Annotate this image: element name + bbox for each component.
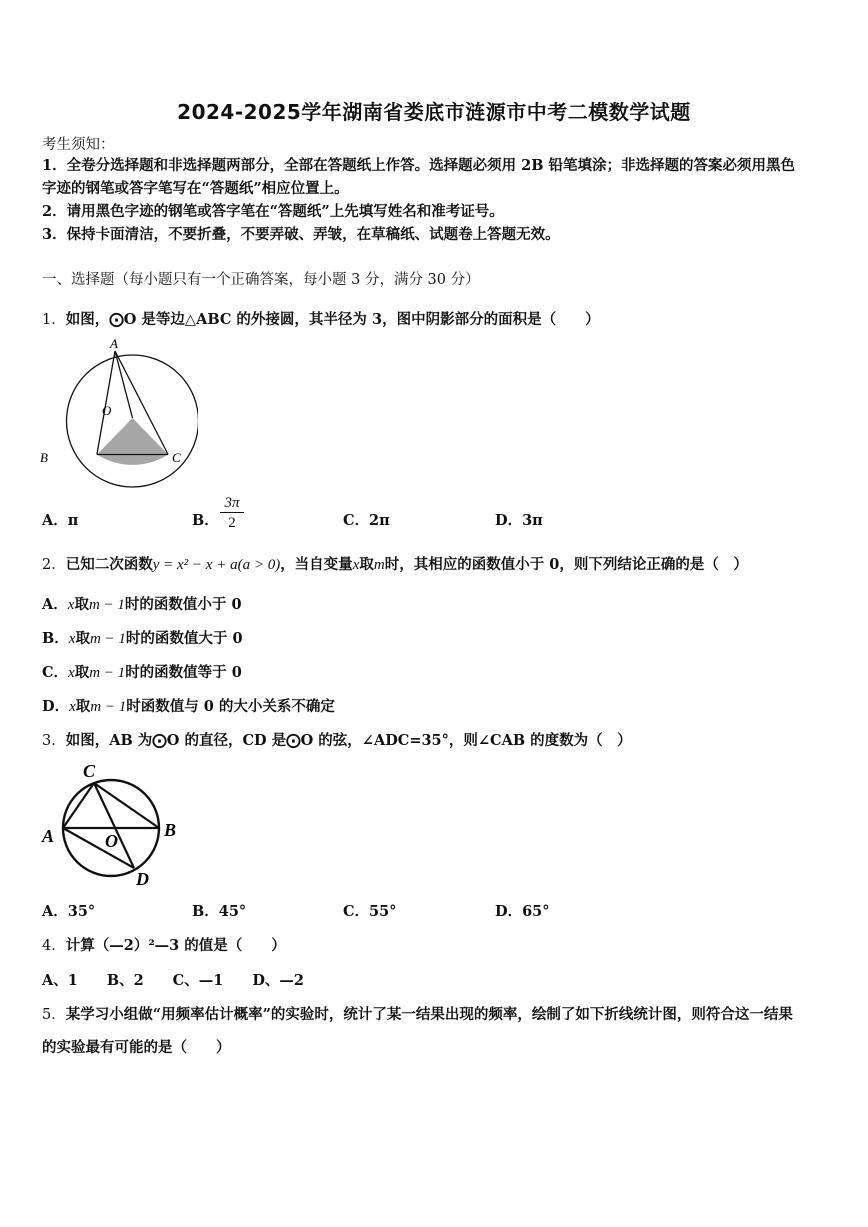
question-text: 计算（—2）²—3 的值是（ ） [65, 937, 286, 954]
q1-option-b-label: B． [192, 512, 219, 529]
notice-heading: 考生须知： [42, 137, 115, 153]
q3-option-c: C．55° [343, 903, 397, 920]
question-number: 5． [42, 1007, 66, 1023]
q1-option-a: A．π [42, 512, 79, 529]
notice-line-2: 2．请用黑色字迹的钢笔或答字笔在“答题纸”上先填写姓名和准考证号。 [42, 203, 504, 220]
q2-option-d: D．x取m − 1时函数值与 0 的大小关系不确定 [42, 698, 335, 715]
formula: y = x² − x + a(a > 0) [152, 557, 281, 573]
q2-option-a: A．x取m − 1时的函数值小于 0 [42, 596, 242, 613]
question-text: 如图，⨀O 是等边△ABC 的外接圆，其半径为 3，图中阴影部分的面积是（ ） [65, 311, 600, 328]
question-text-c: 取 [359, 556, 374, 573]
question-1 [42, 308, 600, 329]
question-4 [42, 934, 286, 955]
label-o: O [105, 831, 118, 851]
label-a: A [110, 336, 118, 351]
question-number: 2． [42, 557, 66, 573]
q3-option-d: D．65° [495, 903, 550, 920]
shaded-segment [97, 455, 168, 465]
notice-line-3: 3．保持卡面清洁，不要折叠，不要弄破、弄皱，在草稿纸、试题卷上答题无效。 [42, 226, 560, 243]
question-text: 某学习小组做“用频率估计概率”的实验时，统计了某一结果出现的频率，绘制了如下折线统计图，则符合这一结果 [65, 1006, 793, 1023]
question-5 [42, 1003, 793, 1024]
q2-option-b: B．x取m − 1时的函数值大于 0 [42, 630, 243, 647]
notice-line-1: 1．全卷分选择题和非选择题两部分，全部在答题纸上作答。选择题必须用 2B 铅笔填涂；非选择题的答案必须用黑色 [42, 157, 796, 174]
question-text: 如图，AB 为⨀O 的直径，CD 是⨀O 的弦，∠ADC=35°，则∠CAB 的度数为（ ） [65, 732, 632, 749]
q1-option-b-fraction [220, 494, 244, 533]
label-b: B [164, 820, 177, 840]
var-m: m [373, 557, 385, 573]
q3-option-b: B．45° [192, 903, 247, 920]
page-title: 2024-2025学年湖南省娄底市涟源市中考二模数学试题 [177, 100, 691, 124]
question-5-line-2: 的实验最有可能的是（ ） [42, 1039, 231, 1056]
fraction-numerator: 3π [220, 494, 244, 513]
label-a: A [42, 826, 55, 846]
q3-option-a: A．35° [42, 903, 96, 920]
question-text-d: 时，其相应的函数值小于 0，则下列结论正确的是（ ） [384, 556, 748, 573]
q2-option-c: C．x取m − 1时的函数值等于 0 [42, 664, 242, 681]
question-number: 1． [42, 312, 66, 328]
section-heading: 一、选择题（每小题只有一个正确答案，每小题 3 分，满分 30 分） [42, 272, 480, 288]
label-d: D [136, 869, 149, 889]
q1-option-d: D．3π [495, 512, 543, 529]
label-c: C [83, 761, 96, 781]
notice-line-1b: 字迹的钢笔或答字笔写在“答题纸”相应位置上。 [42, 180, 349, 197]
question-number: 3． [42, 733, 66, 749]
question-2 [42, 553, 748, 574]
q1-option-c: C．2π [343, 512, 390, 529]
q1-figure [38, 336, 198, 492]
shaded-triangle [97, 418, 168, 455]
question-number: 4． [42, 938, 66, 954]
question-text-a: 已知二次函数 [65, 556, 153, 573]
label-o: O [102, 403, 112, 418]
q4-options: A、1 B、2 C、—1 D、—2 [42, 972, 304, 989]
label-b: B [40, 450, 48, 465]
question-3 [42, 729, 632, 750]
question-text-b: ，当自变量 [280, 556, 353, 573]
fraction-denominator: 2 [228, 515, 236, 531]
label-c: C [172, 450, 181, 465]
var-x: x [352, 557, 360, 573]
q3-figure [38, 758, 188, 892]
